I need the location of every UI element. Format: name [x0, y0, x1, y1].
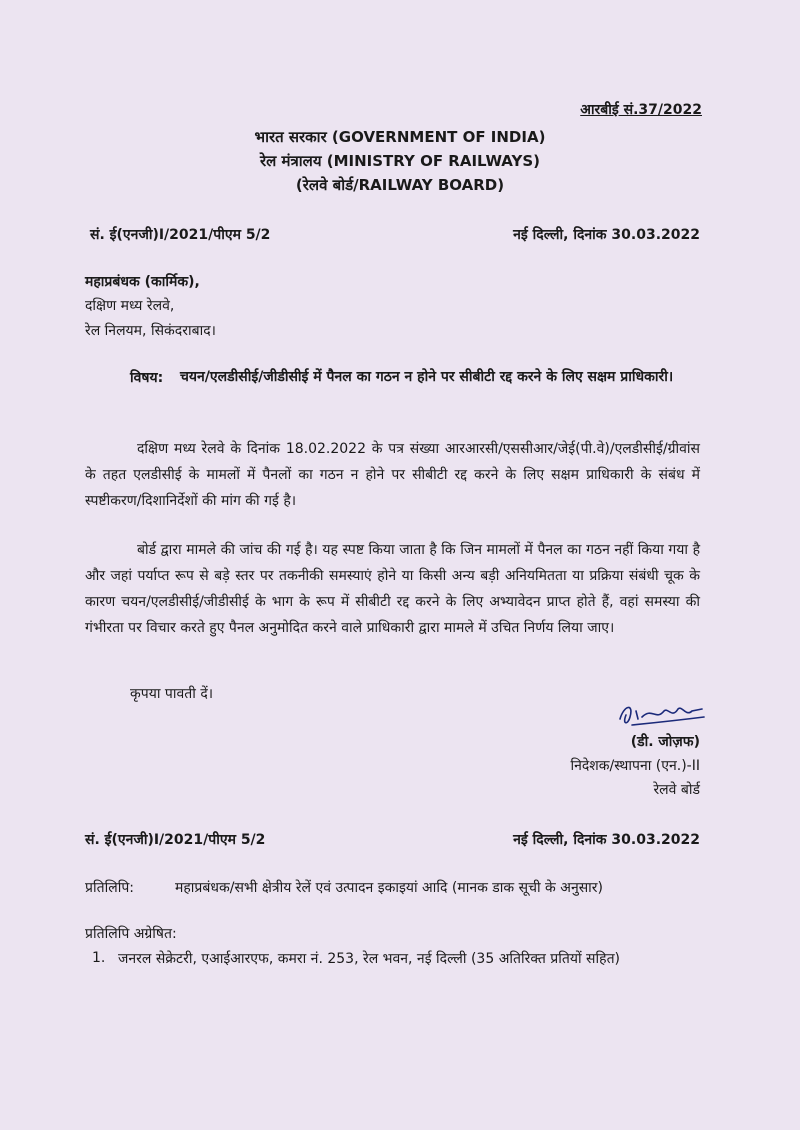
- place-date: नई दिल्ली, दिनांक 30.03.2022: [513, 227, 700, 243]
- header-ministry: रेल मंत्रालय (MINISTRY OF RAILWAYS): [259, 152, 541, 170]
- signatory-office: रेलवे बोर्ड: [653, 782, 700, 798]
- paragraph-3: कृपया पावती दें।: [130, 686, 214, 702]
- copy-forward-label: प्रतिलिपि अग्रेषित:: [85, 926, 177, 942]
- addressee-line-1: महाप्रबंधक (कार्मिक),: [85, 274, 200, 290]
- signatory-name: (डी. जोज़फ): [630, 734, 700, 750]
- copy-label: प्रतिलिपि:: [85, 880, 134, 896]
- signature-mark: [612, 697, 712, 735]
- list-item-number: 1.: [92, 950, 106, 966]
- file-number: सं. ई(एनजी)I/2021/पीएम 5/2: [90, 227, 271, 243]
- header-government: भारत सरकार (GOVERNMENT OF INDIA): [254, 128, 546, 146]
- addressee-line-2: दक्षिण मध्य रेलवे,: [85, 298, 175, 314]
- subject-text: चयन/एलडीसीई/जीडीसीई में पैनल का गठन न होने पर सीबीटी रद्द करने के लिए सक्षम प्राधिकारी।: [180, 369, 674, 385]
- addressee-line-3: रेल निलयम, सिकंदराबाद।: [85, 323, 216, 339]
- copy-place-date: नई दिल्ली, दिनांक 30.03.2022: [513, 832, 700, 848]
- reference-number: आरबीई सं.37/2022: [580, 102, 702, 118]
- list-item: जनरल सेक्रेटरी, एआईआरएफ, कमरा नं. 253, रेल भवन, नई दिल्ली (35 अतिरिक्त प्रतियों सहित): [118, 951, 621, 967]
- signatory-designation: निदेशक/स्थापना (एन.)-II: [570, 758, 700, 774]
- header-board: (रेलवे बोर्ड/RAILWAY BOARD): [295, 176, 505, 194]
- subject-label: विषय:: [130, 370, 164, 386]
- paragraph-1: दक्षिण मध्य रेलवे के दिनांक 18.02.2022 के पत्र संख्या आरआरसी/एससीआर/जेई(पी.वे)/एलडीसीई/ग्रीवांस के तहत एलडीसीई के मामलों में पैनलों का गठन न होने पर सीबीटी रद्द करने के लिए सक्षम प्राधिकारी के संबंध में स्पष्टीकरण/दिशानिर्देशों की मांग की गई है।: [85, 441, 700, 509]
- paragraph-2: बोर्ड द्वारा मामले की जांच की गई है। यह स्पष्ट किया जाता है कि जिन मामलों में पैनल का गठन नहीं किया गया है और जहां पर्याप्त रूप से बड़े स्तर पर तकनीकी समस्याएं होने या किसी अन्य बड़ी अनियमितता या प्रक्रिया संबंधी चूक के कारण चयन/एलडीसीई/जीडीसीई के भाग के रूप में सीबीटी रद्द करने के लिए अभ्यावेदन प्राप्त होते हैं, वहां समस्या की गंभीरता पर विचार करते हुए पैनल अनुमोदित करने वाले प्राधिकारी द्वारा मामले में उचित निर्णय लिया जाए।: [85, 542, 700, 636]
- copy-file-number: सं. ई(एनजी)I/2021/पीएम 5/2: [85, 832, 266, 848]
- copy-recipients: महाप्रबंधक/सभी क्षेत्रीय रेलें एवं उत्पादन इकाइयां आदि (मानक डाक सूची के अनुसार): [175, 880, 603, 896]
